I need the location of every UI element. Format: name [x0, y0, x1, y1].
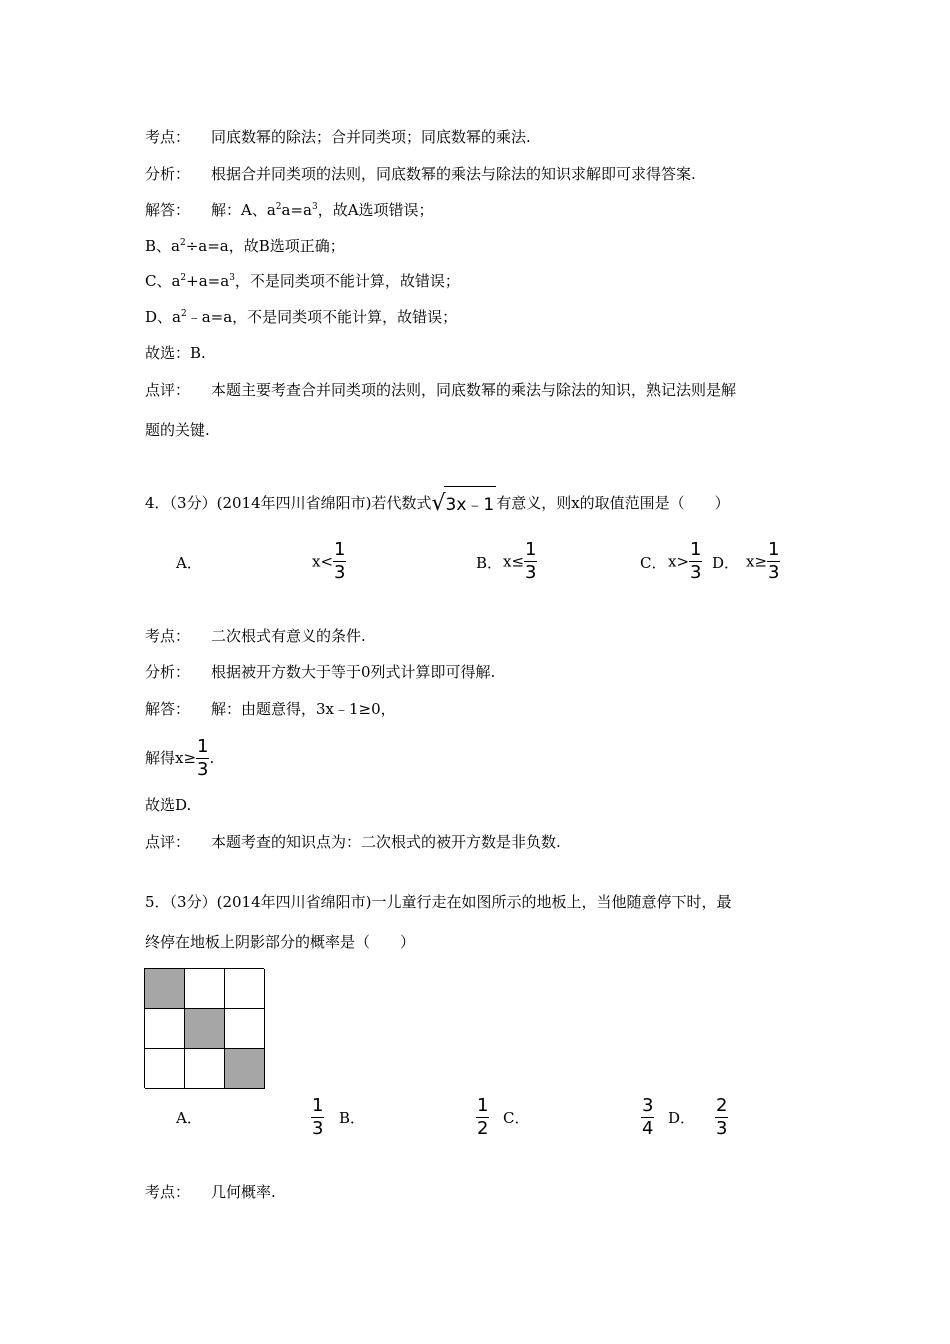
grid-cell	[145, 1009, 185, 1049]
q5-stem-line1: 5．（3分）(2014年四川省绵阳市)一儿童行走在如图所示的地板上，当他随意停下时，最	[145, 893, 732, 911]
jieda-label: 解答：	[145, 700, 191, 718]
q5-kaodian-line	[145, 1182, 276, 1202]
q4-fenxi-line	[145, 662, 495, 682]
q4-option-d-letter[interactable]: D．	[712, 554, 740, 572]
fenxi-text: 根据合并同类项的法则，同底数幂的乘法与除法的知识求解即可求得答案.	[211, 165, 696, 183]
denominator: 3	[334, 562, 346, 583]
grid-cell-shaded	[185, 1009, 225, 1049]
fraction	[333, 541, 346, 582]
exponent: 2	[180, 273, 187, 283]
kaodian-label: 考点：	[145, 627, 191, 645]
grid-cell-shaded	[145, 969, 185, 1009]
fraction	[767, 541, 780, 582]
q4-stem-text: 有意义，则x的取值范围是（ ）	[496, 494, 730, 512]
denominator: 3	[525, 562, 537, 583]
kaodian-label: 考点：	[145, 128, 191, 146]
jieda-text: 解：由题意得，3x﹣1≥0，	[211, 700, 396, 718]
grid-cell	[185, 969, 225, 1009]
jiede-text: 解得x≥	[145, 749, 197, 767]
sqrt-expression	[431, 486, 496, 522]
q4-option-b-letter[interactable]: B．	[476, 554, 503, 572]
q3-line-b	[145, 236, 345, 256]
jieda-a-text: ，故A选项错误；	[317, 201, 434, 219]
q5-option-c-letter[interactable]: C．	[503, 1109, 530, 1127]
q3-line-c	[145, 271, 460, 291]
denominator: 3	[768, 562, 780, 583]
q4-option-c[interactable]	[668, 541, 702, 582]
line-d-text: D、a	[145, 308, 181, 326]
q3-jieda-line	[145, 200, 434, 220]
q4-stem-text: 4．（3分）(2014年四川省绵阳市)若代数式	[145, 494, 432, 512]
jieda-a-text: a=a	[281, 201, 312, 219]
q5-option-a-letter[interactable]: A．	[176, 1109, 202, 1127]
kaodian-text: 二次根式有意义的条件.	[211, 627, 366, 645]
q5-option-d-letter[interactable]: D．	[668, 1109, 696, 1127]
q3-dianping-line	[145, 380, 736, 400]
q5-stem-line2: 终停在地板上阴影部分的概率是（ ）	[145, 933, 416, 951]
numerator: 3	[642, 1095, 654, 1116]
line-c-text: ，不是同类项不能计算，故错误；	[234, 272, 460, 290]
numerator: 1	[768, 539, 780, 560]
grid-cell-shaded	[225, 1049, 265, 1089]
q4-stem	[145, 486, 730, 522]
q3-guxuan-line	[145, 343, 206, 363]
line-c-text: C、a	[145, 272, 181, 290]
q4-option-b[interactable]	[503, 541, 537, 582]
dianping-label: 点评：	[145, 833, 191, 851]
grid-cell	[225, 969, 265, 1009]
fraction	[689, 541, 702, 582]
fenxi-label: 分析：	[145, 165, 191, 183]
grid-cell	[185, 1049, 225, 1089]
numerator: 1	[525, 539, 537, 560]
dianping-label: 点评：	[145, 381, 191, 399]
q4-dianping-line	[145, 832, 561, 852]
fraction	[715, 1097, 728, 1138]
line-b-text: ÷a=a，故B选项正确；	[185, 237, 345, 255]
q5-option-b-fraction[interactable]	[476, 1097, 489, 1138]
line-b-text: B、a	[145, 237, 180, 255]
denominator: 3	[312, 1118, 324, 1139]
kaodian-text: 几何概率.	[211, 1183, 276, 1201]
jieda-a-text: 解：A、a	[211, 201, 276, 219]
fenxi-label: 分析：	[145, 663, 191, 681]
fraction	[524, 541, 537, 582]
grid-cell	[225, 1009, 265, 1049]
relation: x<	[312, 552, 334, 571]
relation: x≤	[503, 552, 525, 571]
q4-jieda-line	[145, 699, 396, 719]
q4-option-d[interactable]	[746, 541, 780, 582]
radicand: 3x﹣1	[444, 486, 497, 522]
q4-option-a-letter[interactable]: A．	[176, 554, 202, 572]
line-d-text: ﹣a=a，不是同类项不能计算，故错误；	[186, 308, 458, 326]
denominator: 3	[197, 758, 209, 780]
relation: x>	[668, 552, 690, 571]
guxuan-text: 故选D.	[145, 796, 192, 814]
exponent: 3	[229, 273, 235, 283]
denominator: 4	[642, 1118, 654, 1139]
dianping-text: 题的关键.	[145, 421, 210, 439]
dianping-text: 本题考查的知识点为：二次根式的被开方数是非负数.	[211, 833, 561, 851]
numerator: 1	[312, 1095, 324, 1116]
q4-option-c-letter[interactable]: C．	[640, 554, 667, 572]
jiede-text: .	[209, 749, 215, 767]
q5-option-b-letter[interactable]: B．	[339, 1109, 366, 1127]
q5-option-d-fraction[interactable]	[715, 1097, 728, 1138]
q3-line-d	[145, 307, 457, 327]
q3-dianping-line2	[145, 420, 210, 440]
q4-guxuan-line	[145, 795, 191, 815]
fenxi-text: 根据被开方数大于等于0列式计算即可得解.	[211, 663, 496, 681]
grid-cell	[145, 1049, 185, 1089]
q4-option-a[interactable]	[312, 541, 346, 582]
q3-fenxi-line	[145, 164, 696, 184]
floor-grid-figure	[144, 968, 264, 1088]
line-c-text: +a=a	[186, 272, 230, 290]
q4-kaodian-line	[145, 626, 366, 646]
q3-kaodian-line	[145, 127, 531, 147]
guxuan-text: 故选：B.	[145, 344, 206, 362]
denominator: 3	[690, 562, 702, 583]
numerator: 1	[690, 539, 702, 560]
exponent: 2	[275, 202, 282, 212]
fraction	[196, 735, 209, 780]
numerator: 1	[477, 1095, 489, 1116]
relation: x≥	[746, 552, 768, 571]
jieda-label: 解答：	[145, 201, 191, 219]
denominator: 2	[477, 1118, 489, 1139]
kaodian-label: 考点：	[145, 1183, 191, 1201]
kaodian-text: 同底数幂的除法；合并同类项；同底数幂的乘法.	[211, 128, 531, 146]
numerator: 1	[334, 539, 346, 560]
exponent: 2	[180, 309, 187, 319]
q4-jiede-line	[145, 736, 214, 779]
dianping-text: 本题主要考查合并同类项的法则，同底数幂的乘法与除法的知识，熟记法则是解	[211, 381, 737, 399]
exponent: 3	[311, 202, 318, 212]
numerator: 1	[197, 735, 209, 757]
denominator: 3	[716, 1118, 728, 1139]
numerator: 2	[716, 1095, 728, 1116]
exponent: 2	[179, 238, 186, 248]
q5-option-a-fraction[interactable]	[311, 1097, 324, 1138]
fraction	[476, 1097, 489, 1138]
radical-sign: √	[431, 491, 446, 516]
fraction	[641, 1097, 654, 1138]
fraction	[311, 1097, 324, 1138]
q5-option-c-fraction[interactable]	[641, 1097, 654, 1138]
